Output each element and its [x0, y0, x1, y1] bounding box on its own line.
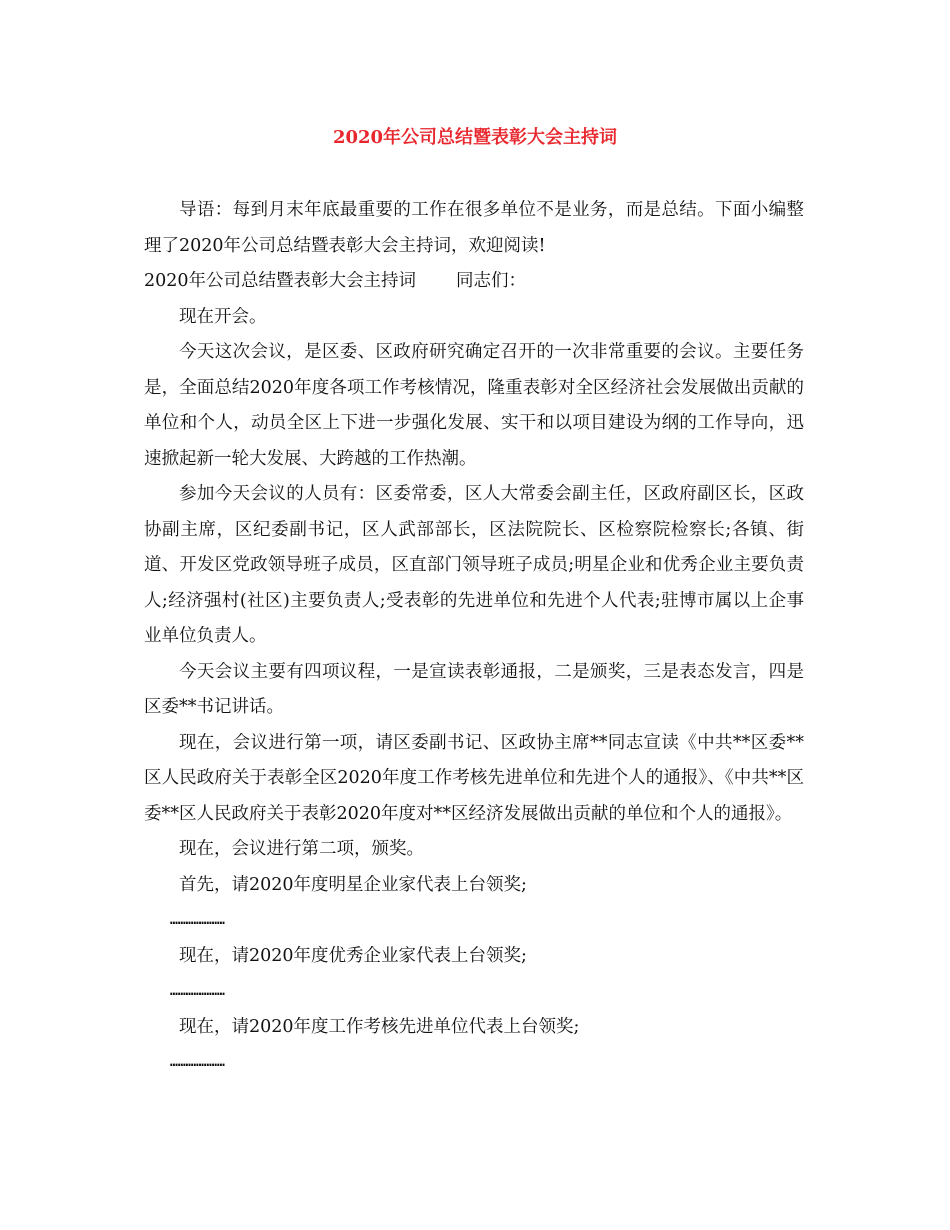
paragraph-first-item: 现在，会议进行第一项，请区委副书记、区政协主席**同志宣读《中共**区委**区人民政府关于表彰全区2020年度工作考核先进单位和先进个人的通报》、《中共**区委**区人民政府关于表彰2020年度对**区经济发展做出贡献的单位和个人的通报》。	[144, 732, 804, 824]
paragraph-excellent-entrepreneurs: 现在，请2020年度优秀企业家代表上台领奖;	[179, 945, 527, 966]
intro-paragraph: 导语：每到月末年底最重要的工作在很多单位不是业务，而是总结。下面小编整理了2020年公司总结暨表彰大会主持词，欢迎阅读!	[144, 200, 804, 256]
document-title: 2020年公司总结暨表彰大会主持词	[332, 127, 618, 148]
subtitle-text: 2020年公司总结暨表彰大会主持词	[144, 271, 417, 291]
paragraph-star-entrepreneurs: 首先，请2020年度明星企业家代表上台领奖;	[179, 874, 527, 895]
paragraph-open-meeting: 现在开会。	[179, 306, 267, 327]
ellipsis-line: …………………	[170, 1055, 225, 1070]
salutation-text: 同志们：	[456, 271, 527, 291]
subtitle-line	[144, 264, 804, 300]
paragraph-meeting-purpose: 今天这次会议，是区委、区政府研究确定召开的一次非常重要的会议。主要任务是，全面总结2020年度各项工作考核情况，隆重表彰对全区经济社会发展做出贡献的单位和个人，动员全区上下进一步强化发展、实干和以项目建设为纲的工作导向，迅速掀起新一轮大发展、大跨越的工作热潮。	[144, 342, 804, 469]
document-body	[144, 193, 804, 1081]
paragraph-agenda: 今天会议主要有四项议程，一是宣读表彰通报，二是颁奖，三是表态发言，四是区委**书记讲话。	[144, 661, 804, 717]
paragraph-attendees: 参加今天会议的人员有：区委常委，区人大常委会副主任，区政府副区长，区政协副主席，区纪委副书记，区人武部部长，区法院院长、区检察院检察长;各镇、街道、开发区党政领导班子成员，区直部门领导班子成员;明星企业和优秀企业主要负责人;经济强村(社区)主要负责人;受表彰的先进单位和先进个人代表;驻博市属以上企事业单位负责人。	[144, 484, 804, 646]
paragraph-second-item: 现在，会议进行第二项，颁奖。	[179, 839, 424, 859]
ellipsis-line: …………………	[170, 984, 225, 999]
ellipsis-line: …………………	[170, 913, 225, 928]
paragraph-advanced-units: 现在，请2020年度工作考核先进单位代表上台领奖;	[179, 1016, 580, 1037]
